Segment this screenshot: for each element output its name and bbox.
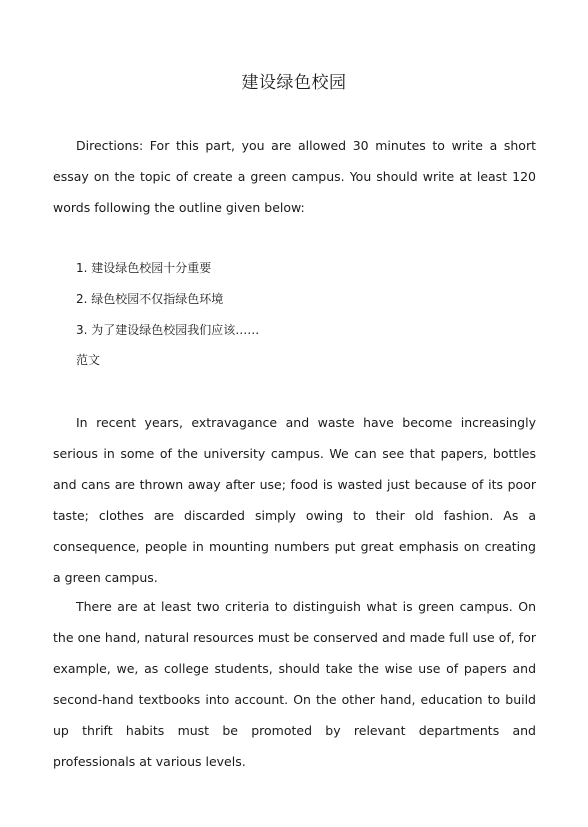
essay-paragraph: In recent years, extravagance and waste have become increasingly serious in some of the university campus. We can see that papers, bottles and cans are thrown away after use; food is wasted just because of its poor taste; clothes are discarded simply owing to their old fashion. As a consequence, people in mounting numbers put great emphasis on creating a green campus.	[53, 415, 536, 585]
essay-paragraph: There are at least two criteria to distinguish what is green campus. On the one hand, natural resources must be conserved and made full use of, for example, we, as college students, should take the wise use of papers and second-hand textbooks into account. On the other hand, education to build up thrift habits must be promoted by relevant departments and professionals at various levels.	[53, 599, 536, 769]
outline-item: 1. 建设绿色校园十分重要	[76, 261, 212, 275]
sample-essay-label: 范文	[76, 353, 101, 367]
document-title: 建设绿色校园	[241, 73, 347, 93]
directions-paragraph: Directions: For this part, you are allowed 30 minutes to write a short essay on the topic of create a green campus. You should write at least 120 words following the outline given below:	[53, 138, 536, 215]
outline-item: 3. 为了建设绿色校园我们应该……	[76, 323, 260, 337]
outline-item: 2. 绿色校园不仅指绿色环境	[76, 292, 224, 306]
outline-list	[76, 253, 536, 346]
